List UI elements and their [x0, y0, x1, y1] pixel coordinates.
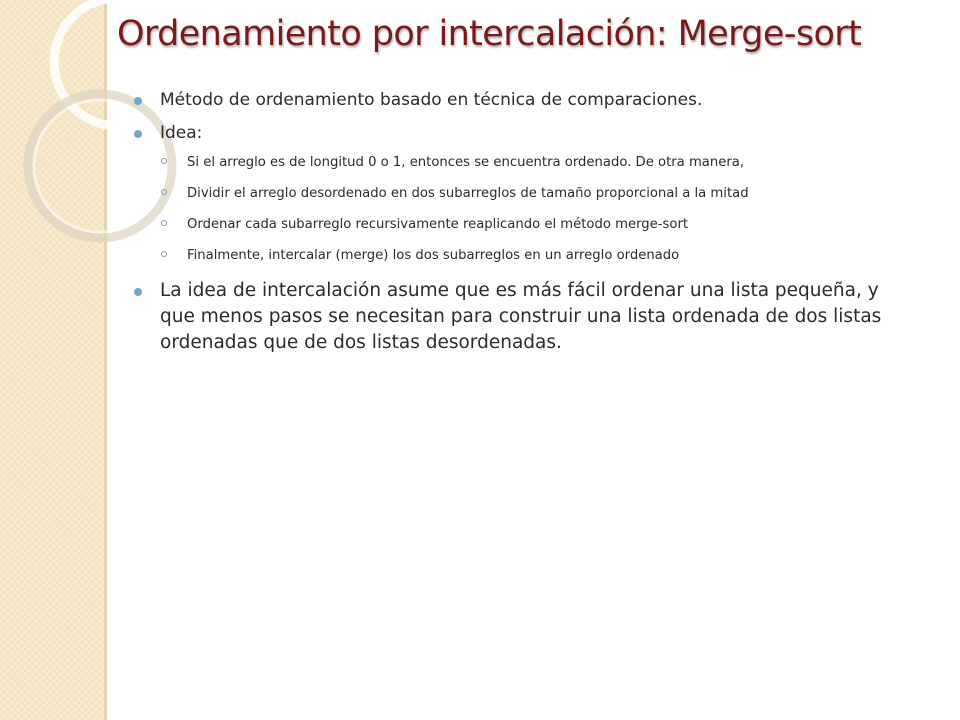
sub-bullet-ring-icon: [161, 189, 167, 195]
sub-bullet-item: [161, 154, 914, 171]
sub-bullet-ring-icon: [161, 158, 167, 164]
sub-bullet-ring-icon: [161, 220, 167, 226]
slide-title: Ordenamiento por intercalación: Merge-sort: [117, 14, 862, 54]
bullet-item: [134, 278, 914, 356]
bullet-text: Método de ordenamiento basado en técnica de comparaciones.: [160, 90, 703, 110]
bullet-text: La idea de intercalación asume que es más fácil ordenar una lista pequeña, y que menos pasos se necesitan para construir una lista ordenada de dos listas ordenadas que de dos listas desordenadas.: [160, 280, 882, 353]
bullet-text: Idea:: [160, 123, 203, 143]
sub-bullet-list: [161, 154, 914, 264]
sub-bullet-text: Dividir el arreglo desordenado en dos subarreglos de tamaño proporcional a la mitad: [187, 186, 749, 201]
sub-bullet-text: Ordenar cada subarreglo recursivamente reaplicando el método merge-sort: [187, 217, 689, 232]
sub-bullet-item: [161, 247, 914, 264]
bullet-dot-icon: [134, 130, 142, 138]
bullet-item: [134, 121, 914, 145]
bullet-item: [134, 88, 914, 112]
sub-bullet-ring-icon: [161, 251, 167, 257]
bullet-dot-icon: [134, 97, 142, 105]
bullet-dot-icon: [134, 288, 142, 296]
sub-bullet-item: [161, 185, 914, 202]
sub-bullet-text: Si el arreglo es de longitud 0 o 1, entonces se encuentra ordenado. De otra manera,: [187, 155, 745, 170]
sub-bullet-item: [161, 216, 914, 233]
sub-bullet-text: Finalmente, intercalar (merge) los dos subarreglos en un arreglo ordenado: [187, 248, 680, 263]
slide-content: [134, 88, 914, 365]
